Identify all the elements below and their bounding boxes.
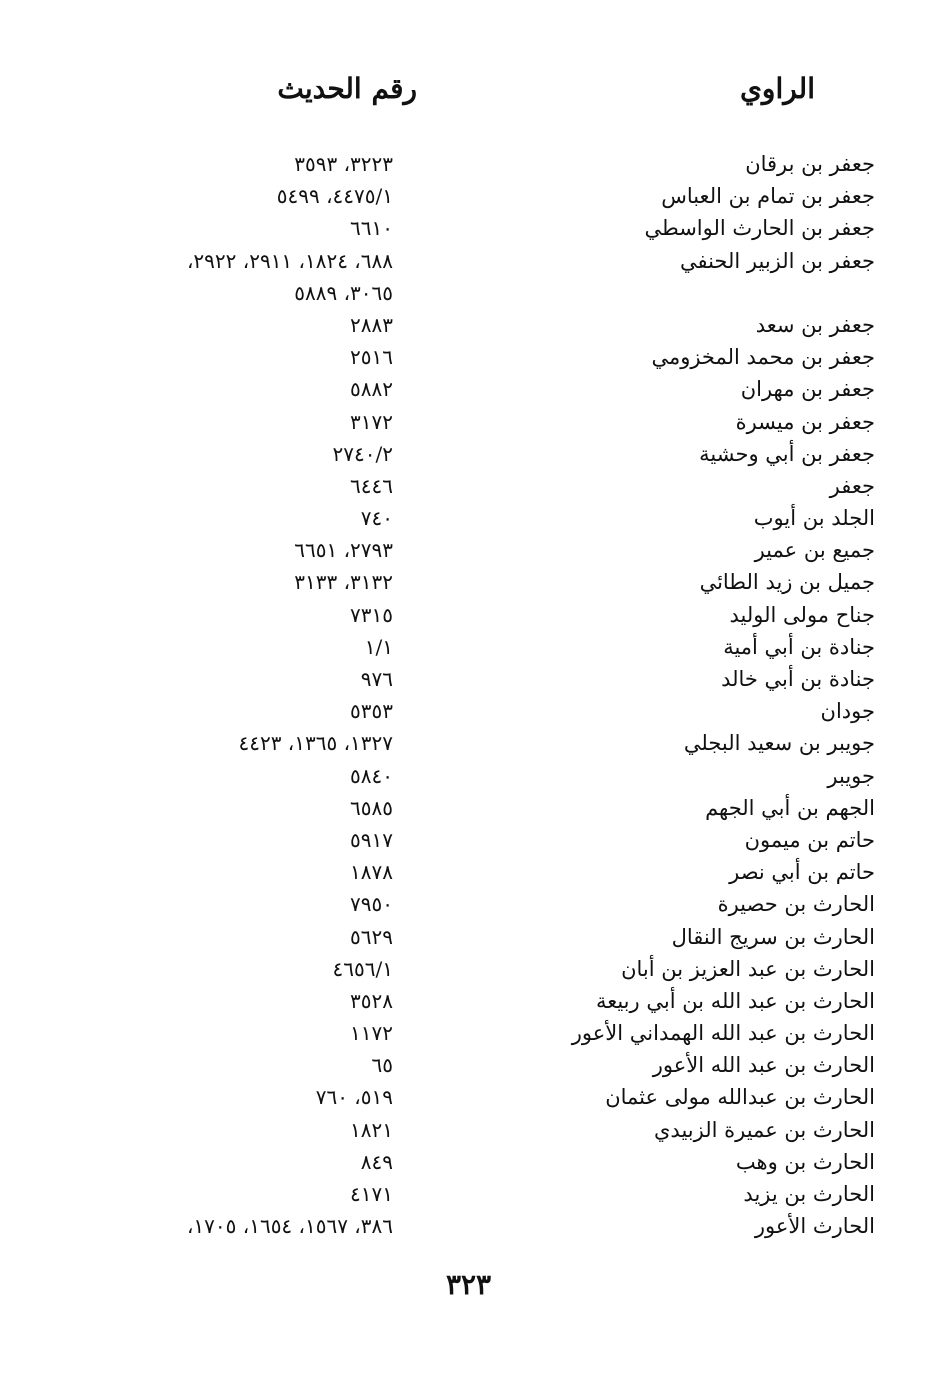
hadith-numbers: ٦٤٤٦ xyxy=(350,473,393,498)
hadith-numbers: ٥٨٨٢ xyxy=(350,377,393,402)
narrator-name: جناح مولى الوليد xyxy=(729,602,875,627)
narrator-name: جعفر بن مهران xyxy=(740,377,875,402)
narrator-name: جميل بن زيد الطائي xyxy=(699,570,875,595)
index-entry-row xyxy=(0,1017,937,1049)
index-entry-row xyxy=(0,566,937,598)
index-entry-row xyxy=(0,792,937,824)
hadith-numbers: ٨٤٩ xyxy=(360,1149,393,1174)
narrator-name: جويبر بن سعيد البجلي xyxy=(683,731,875,756)
hadith-numbers: ٢٨٨٣ xyxy=(350,312,393,337)
index-entry-row xyxy=(0,888,937,920)
narrator-name: حاتم بن أبي نصر xyxy=(729,860,875,885)
index-entry-row xyxy=(0,373,937,405)
index-entry-row xyxy=(0,309,937,341)
index-entry-row xyxy=(0,277,937,309)
hadith-numbers: ٥٣٥٣ xyxy=(350,699,393,724)
index-entry-row xyxy=(0,534,937,566)
page-number: ٣٢٣ xyxy=(445,1268,492,1301)
hadith-numbers: ٥٩١٧ xyxy=(350,827,393,852)
hadith-numbers: ٧٤٠ xyxy=(360,506,393,531)
index-entry-row xyxy=(0,695,937,727)
narrator-column-header: الراوي xyxy=(740,72,815,105)
hadith-numbers: ٦٥٨٥ xyxy=(350,795,393,820)
index-entry-row xyxy=(0,406,937,438)
index-entry-row xyxy=(0,1146,937,1178)
hadith-numbers: ٢٥١٦ xyxy=(350,345,393,370)
index-entry-row xyxy=(0,953,937,985)
index-entry-row xyxy=(0,1081,937,1113)
narrator-name: الجهم بن أبي الجهم xyxy=(705,795,875,820)
narrator-name: الحارث بن عبد العزيز بن أبان xyxy=(621,956,875,981)
narrator-name: جودان xyxy=(820,699,875,724)
hadith-numbers: ١١٧٢ xyxy=(350,1021,393,1046)
hadith-numbers: ٢٧٤٠/٢ xyxy=(332,441,393,466)
narrator-name: الحارث بن عبد الله الأعور xyxy=(652,1053,875,1078)
hadith-numbers: ٦٥ xyxy=(371,1053,393,1078)
index-entry-row xyxy=(0,921,937,953)
narrator-name: جعفر xyxy=(829,473,875,498)
index-entry-row xyxy=(0,245,937,277)
narrator-name: الحارث بن وهب xyxy=(735,1149,875,1174)
narrator-name: الجلد بن أيوب xyxy=(753,506,875,531)
hadith-numbers: ٤٦٥٦/١ xyxy=(332,956,393,981)
hadith-numbers: ٦٦١٠ xyxy=(350,216,393,241)
hadith-numbers: ٢٧٩٣، ٦٦٥١ xyxy=(294,538,393,563)
narrator-name: جعفر بن أبي وحشية xyxy=(699,441,875,466)
narrator-name: جنادة بن أبي خالد xyxy=(721,667,875,691)
index-entry-row xyxy=(0,212,937,244)
hadith-numbers: ٣٥٢٨ xyxy=(350,988,393,1013)
hadith-numbers: ٣١٣٢، ٣١٣٣ xyxy=(294,570,393,595)
hadith-numbers: ١٨٢١ xyxy=(350,1117,393,1142)
index-entry-row xyxy=(0,502,937,534)
index-entry-row xyxy=(0,1178,937,1210)
narrator-name: الحارث بن يزيد xyxy=(743,1182,875,1206)
narrator-name: جميع بن عمير xyxy=(754,538,875,563)
index-entry-row xyxy=(0,663,937,695)
narrator-name: حاتم بن ميمون xyxy=(744,827,875,852)
index-entry-row xyxy=(0,599,937,631)
narrator-index-list xyxy=(0,148,937,1242)
hadith-numbers: ٣٨٦، ١٥٦٧، ١٦٥٤، ١٧٠٥، xyxy=(186,1214,393,1239)
index-entry-row xyxy=(0,760,937,792)
index-entry-row xyxy=(0,985,937,1017)
index-entry-row xyxy=(0,470,937,502)
narrator-name: جعفر بن محمد المخزومي xyxy=(651,345,875,370)
hadith-numbers: ٩٧٦ xyxy=(360,667,393,691)
hadith-numbers: ٣٢٢٣، ٣٥٩٣ xyxy=(294,152,393,176)
narrator-name: الحارث بن سريج النقال xyxy=(671,924,875,949)
narrator-name: جعفر بن الحارث الواسطي xyxy=(644,216,875,241)
hadith-numbers: ٦٨٨، ١٨٢٤، ٢٩١١، ٢٩٢٢، xyxy=(186,248,393,273)
narrator-name: جعفر بن ميسرة xyxy=(735,409,875,434)
index-entry-row xyxy=(0,341,937,373)
index-entry-row xyxy=(0,727,937,759)
narrator-name: الحارث بن عبد الله الهمداني الأعور xyxy=(571,1021,875,1046)
hadith-numbers: ١/١ xyxy=(364,634,393,659)
index-entry-row xyxy=(0,856,937,888)
index-entry-row xyxy=(0,1049,937,1081)
hadith-numbers: ٤٤٧٥/١، ٥٤٩٩ xyxy=(276,184,393,209)
index-entry-row xyxy=(0,631,937,663)
hadith-numbers: ٥١٩، ٧٦٠ xyxy=(315,1085,393,1110)
narrator-name: جعفر بن برقان xyxy=(745,152,875,176)
hadith-number-column-header: رقم الحديث xyxy=(277,72,417,105)
hadith-numbers: ٤١٧١ xyxy=(350,1182,393,1206)
hadith-numbers: ٥٦٢٩ xyxy=(350,924,393,949)
index-entry-row xyxy=(0,148,937,180)
narrator-name: الحارث بن حصيرة xyxy=(717,892,875,917)
narrator-name: الحارث بن عبد الله بن أبي ربيعة xyxy=(595,988,875,1013)
index-entry-row xyxy=(0,180,937,212)
hadith-numbers: ١٨٧٨ xyxy=(350,860,393,885)
hadith-numbers: ٥٨٤٠ xyxy=(350,763,393,788)
narrator-name: جعفر بن سعد xyxy=(755,312,875,337)
hadith-numbers: ٧٣١٥ xyxy=(350,602,393,627)
hadith-numbers: ٧٩٥٠ xyxy=(350,892,393,917)
hadith-numbers: ١٣٢٧، ١٣٦٥، ٤٤٢٣ xyxy=(238,731,393,756)
narrator-name: الحارث بن عبدالله مولى عثمان xyxy=(605,1085,875,1110)
narrator-name: جنادة بن أبي أمية xyxy=(723,634,875,659)
narrator-name: الحارث بن عميرة الزبيدي xyxy=(653,1117,875,1142)
narrator-name: الحارث الأعور xyxy=(754,1214,875,1239)
narrator-name: جعفر بن تمام بن العباس xyxy=(661,184,875,209)
index-entry-row xyxy=(0,824,937,856)
hadith-numbers: ٣١٧٢ xyxy=(350,409,393,434)
index-entry-row xyxy=(0,1210,937,1242)
index-entry-row xyxy=(0,438,937,470)
narrator-name: جويبر xyxy=(827,763,875,788)
index-entry-row xyxy=(0,1114,937,1146)
hadith-numbers: ٣٠٦٥، ٥٨٨٩ xyxy=(294,280,393,305)
narrator-name: جعفر بن الزبير الحنفي xyxy=(679,248,875,273)
